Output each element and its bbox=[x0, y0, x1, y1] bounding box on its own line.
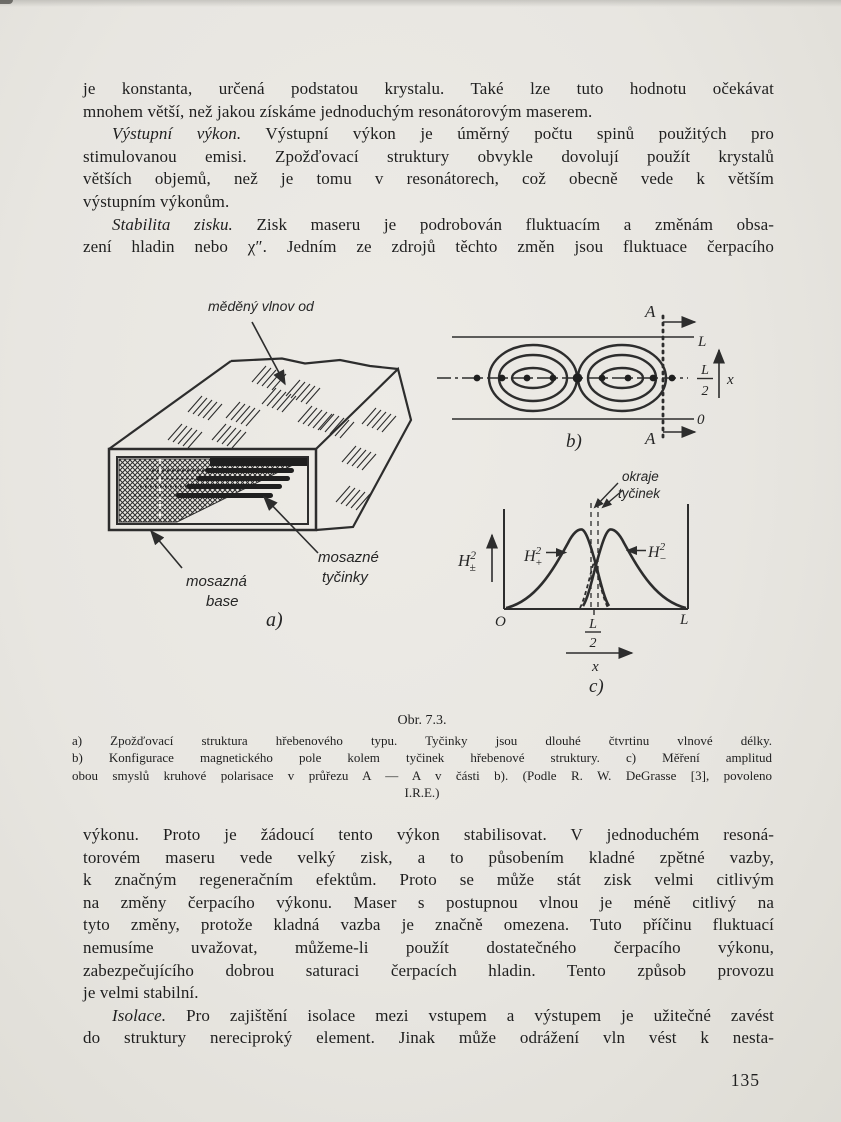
box-right-face bbox=[316, 369, 411, 530]
hminus-sub: − bbox=[659, 553, 667, 565]
xmax-label: L bbox=[680, 612, 689, 628]
hminus-sup: 2 bbox=[659, 541, 666, 553]
text-line: k značným regeneračním efektům. Proto se může stát zisk velmi citlivým bbox=[83, 870, 774, 890]
curve-h-plus bbox=[506, 529, 609, 608]
graph-ylabel bbox=[457, 550, 476, 574]
base-label-line2: base bbox=[206, 593, 239, 610]
curve-left-label bbox=[523, 545, 543, 569]
ylabel-base: H bbox=[458, 551, 471, 570]
part-a-tag: a) bbox=[266, 609, 283, 631]
frac-num: L bbox=[701, 363, 709, 378]
text-line: stimulovanou emisi. Zpožďovací struktury obvykle dovolují použít krystalů bbox=[83, 146, 774, 166]
field-line-diagram bbox=[437, 302, 734, 452]
scan-artifact bbox=[0, 0, 13, 4]
waveguide-label: měděný vlnov od bbox=[208, 298, 314, 314]
base-label-line1: mosazná bbox=[186, 573, 247, 590]
text-line: nemusíme uvažovat, můžeme-li použít dostatečného čerpacího výkonu, bbox=[83, 937, 774, 957]
text-line: Výstupní výkon. Výstupní výkon je úměrný počtu spinů použitých pro bbox=[112, 124, 774, 144]
text-line: mnohem větší, než jakou získáme jednoduchým resonátorovým maserem. bbox=[83, 101, 593, 121]
text-line: do struktury nereciproký element. Jinak může odrážení vln vést k nesta- bbox=[83, 1028, 774, 1048]
text-line: větších objemů, než je tomu v resonátorech, což obecně vede k větším bbox=[83, 169, 774, 189]
paragraph-lead: Isolace. bbox=[112, 1005, 167, 1025]
caption-line: b) Konfigurace magnetického pole kolem tyčinek hřebenové struktury. c) Měření amplitud bbox=[72, 750, 772, 766]
amplitude-graph bbox=[457, 469, 688, 697]
x-axis-label-b: x bbox=[727, 372, 734, 388]
waveguide-arrow bbox=[252, 322, 285, 384]
x-axis-label-c: x bbox=[592, 659, 599, 675]
xmid-num: L bbox=[589, 617, 597, 632]
figure-caption bbox=[72, 712, 772, 801]
caption-line: obou smyslů kruhové polarisace v průřezu A — A v části b). (Podle R. W. DeGrasse [3], povoleno bbox=[72, 767, 772, 783]
text-line: výkonu. Proto je žádoucí tento výkon stabilisovat. V jednoduchém resoná- bbox=[83, 825, 774, 844]
bottom-text-block bbox=[83, 824, 774, 1050]
text-line: torovém maseru vede velký zisk, a to působením kladné zpětné vazby, bbox=[83, 847, 774, 867]
figure-caption-body bbox=[72, 732, 772, 801]
hplus-base: H bbox=[524, 548, 536, 565]
text-line: je velmi stabilní. bbox=[83, 983, 199, 1003]
box-edge bbox=[109, 361, 231, 449]
origin-label: O bbox=[495, 614, 506, 630]
base-arrow bbox=[151, 531, 182, 568]
box-back-edge bbox=[231, 359, 398, 370]
text-line: tyto změny, protože kladná vazba je značně omezena. Tuto příčinu fluktuací bbox=[83, 915, 774, 935]
section-label-top: A bbox=[645, 302, 656, 321]
part-c-tag: c) bbox=[589, 676, 604, 697]
annotation-line1: okraje bbox=[622, 469, 659, 484]
curve-right-label bbox=[647, 541, 667, 565]
rods-label-line1: mosazné bbox=[318, 549, 379, 566]
page-number: 135 bbox=[730, 1070, 760, 1090]
text-line: zabezpečujícího dobrou saturaci čerpacích hladin. Tento způsob provozu bbox=[83, 960, 774, 980]
text-line: výstupním výkonům. bbox=[83, 191, 230, 211]
caption-line: a) Zpožďovací struktura hřebenového typu. Tyčinky jsou dlouhé čtvrtinu vlnové délky. bbox=[72, 733, 772, 748]
cavity-strip bbox=[210, 458, 307, 466]
caption-line: I.R.E.) bbox=[404, 784, 440, 800]
hplus-sup: 2 bbox=[535, 545, 542, 557]
top-text-block bbox=[83, 78, 774, 259]
hminus-base: H bbox=[648, 544, 660, 561]
tick-0: 0 bbox=[697, 412, 705, 428]
section-label-bottom: A bbox=[645, 429, 656, 448]
ylabel-sub: ± bbox=[469, 562, 476, 574]
annotation-line2: tyčinek bbox=[618, 486, 661, 501]
paragraph-lead: Stabilita zisku. bbox=[112, 214, 233, 234]
text-line: je konstanta, určená podstatou krystalu. Také lze tuto hodnotu očekávat bbox=[83, 79, 774, 98]
xmid-den: 2 bbox=[589, 636, 597, 651]
frac-den: 2 bbox=[701, 384, 709, 399]
waveguide-drawing bbox=[109, 298, 411, 631]
hplus-sub: + bbox=[535, 557, 543, 569]
rods-label-line2: tyčinky bbox=[322, 569, 368, 586]
text-line: zení hladin nebo χ″. Jedním ze zdrojů těchto změn jsou fluktuace čerpacího bbox=[83, 237, 774, 257]
paragraph-lead: Výstupní výkon. bbox=[112, 124, 242, 144]
ylabel-sup: 2 bbox=[470, 550, 477, 562]
figure-7-3 bbox=[0, 288, 841, 712]
tick-L: L bbox=[698, 334, 707, 350]
text-line: na změny čerpacího výkonu. Maser s postupnou vlnou je méně citlivý na bbox=[83, 892, 774, 912]
part-b-tag: b) bbox=[566, 431, 582, 452]
text-line: Isolace. Pro zajištění isolace mezi vstupem a výstupem je užitečné zavést bbox=[112, 1005, 774, 1025]
figure-caption-title: Obr. 7.3. bbox=[397, 713, 447, 728]
text-line: Stabilita zisku. Zisk maseru je podrobován fluktuacím a změnám obsa- bbox=[112, 214, 774, 234]
